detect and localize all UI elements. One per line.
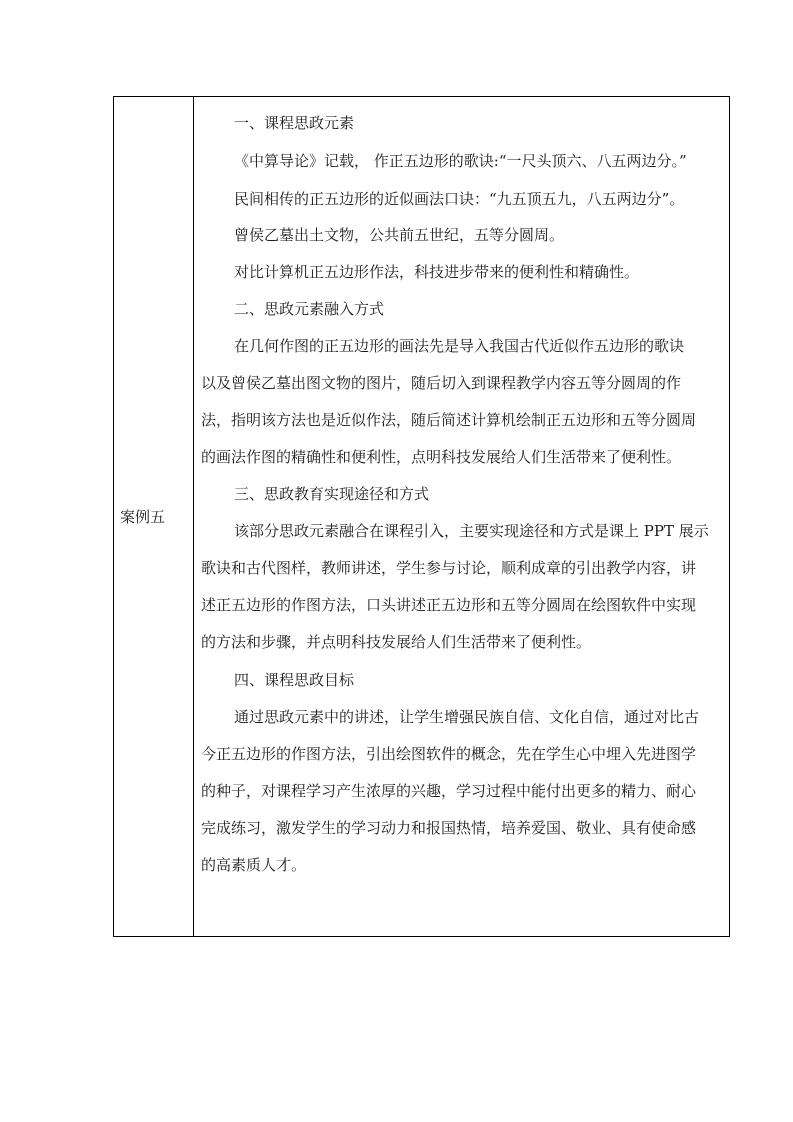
content-line: 对比计算机正五边形作法，科技进步带来的便利性和精确性。 — [234, 263, 640, 281]
content-line: 述正五边形的作图方法，口头讲述正五边形和五等分圆周在绘图软件中实现 — [201, 596, 697, 614]
content-line: 在几何作图的正五边形的画法先是导入我国古代近似作五边形的歌诀 — [234, 337, 685, 355]
case-table — [113, 96, 730, 937]
section-heading: 一、课程思政元素 — [234, 114, 355, 132]
content-line: 该部分思政元素融合在课程引入，主要实现途径和方式是课上 PPT 展示 — [234, 522, 709, 540]
content-line: 完成练习，激发学生的学习动力和报国热情，培养爱国、敬业、具有使命感 — [201, 819, 697, 837]
content-line: 法，指明该方法也是近似作法，随后简述计算机绘制正五边形和五等分圆周 — [201, 411, 697, 429]
case-label: 案例五 — [114, 97, 194, 936]
section-heading: 三、思政教育实现途径和方式 — [234, 485, 430, 503]
content-line: 的种子，对课程学习产生浓厚的兴趣，学习过程中能付出更多的精力、耐心 — [201, 782, 697, 800]
content-line: 民间相传的正五边形的近似画法口诀：“九五顶五九，八五两边分”。 — [234, 190, 685, 208]
content-line: 的高素质人才。 — [201, 856, 307, 874]
content-line: 今正五边形的作图方法，引出绘图软件的概念，先在学生心中埋入先进图学 — [201, 745, 697, 763]
case-content — [194, 97, 729, 936]
content-line: 的方法和步骤，并点明科技发展给人们生活带来了便利性。 — [201, 633, 592, 651]
section-heading: 二、思政元素融入方式 — [234, 300, 385, 318]
content-line: 歌诀和古代图样，教师讲述，学生参与讨论，顺利成章的引出教学内容，讲 — [201, 559, 697, 577]
content-line: 通过思政元素中的讲述，让学生增强民族自信、文化自信，通过对比古 — [234, 708, 700, 726]
content-line: 以及曾侯乙墓出图文物的图片，随后切入到课程教学内容五等分圆周的作 — [201, 374, 682, 392]
content-line: 《中算导论》记载， 作正五边形的歌诀:“一尺头顶六、八五两边分。” — [234, 152, 687, 170]
section-heading: 四、课程思政目标 — [234, 671, 355, 689]
content-line: 的画法作图的精确性和便利性，点明科技发展给人们生活带来了便利性。 — [201, 448, 682, 466]
content-line: 曾侯乙墓出土文物，公共前五世纪，五等分圆周。 — [234, 226, 565, 244]
